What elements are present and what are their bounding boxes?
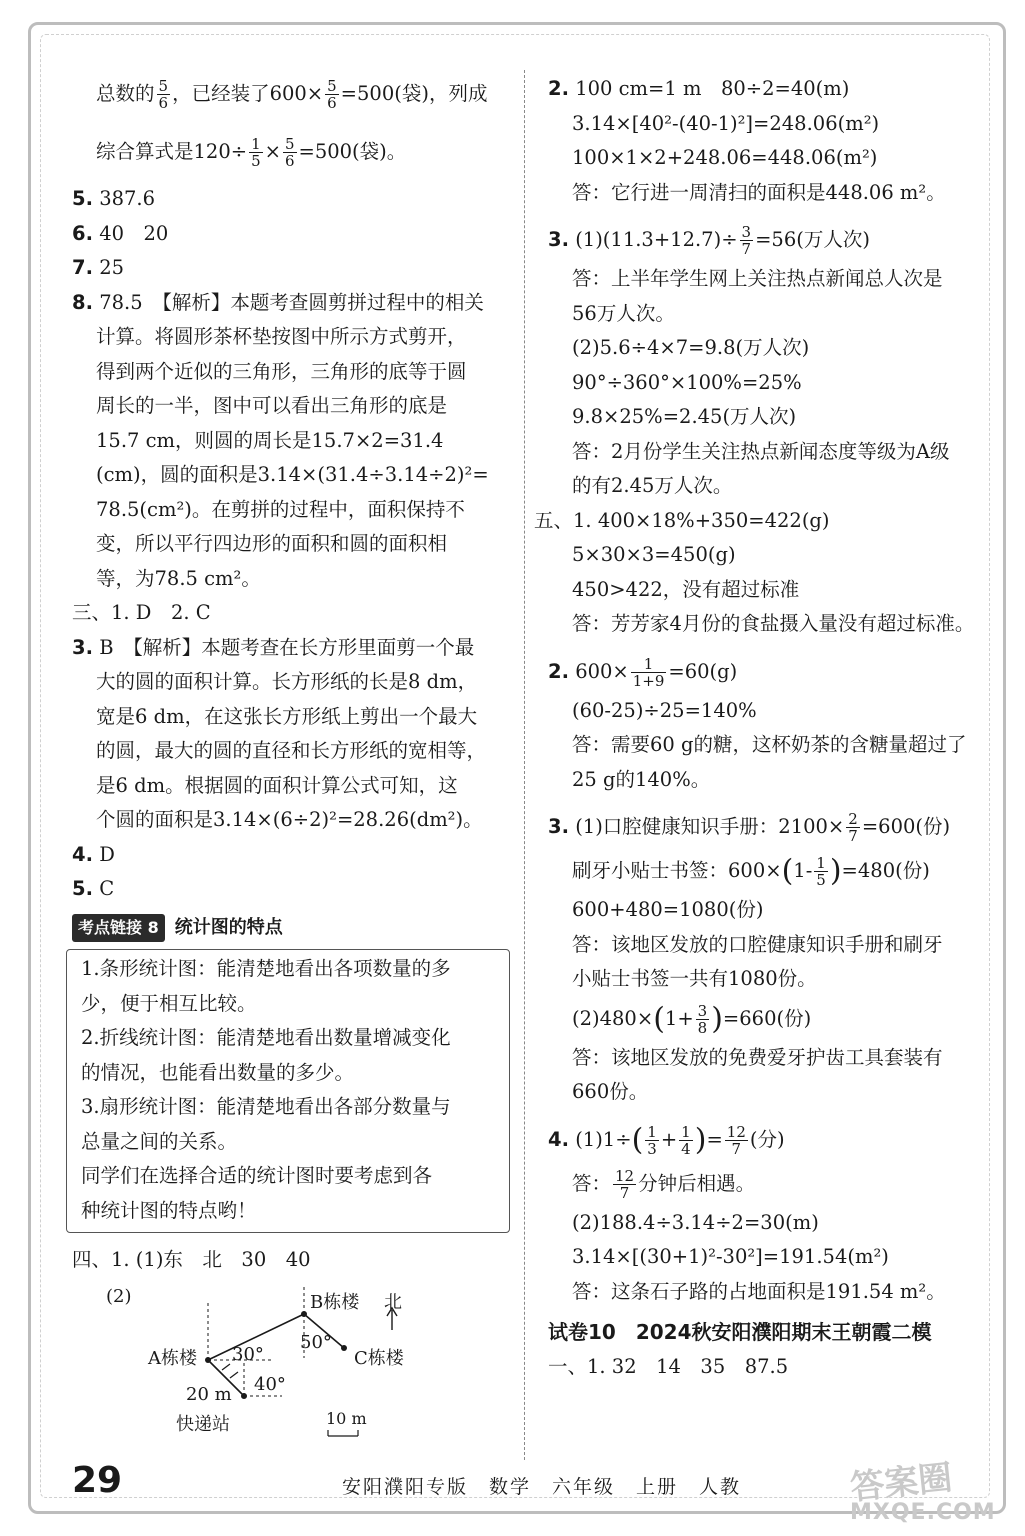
r-line: 3.14×[(30+1)²-30²]=191.54(m²) [572, 1245, 889, 1268]
distance-label: 20 m [186, 1383, 232, 1405]
page-number: 29 [72, 1460, 123, 1501]
section-3: 三、1. D 2. C [72, 601, 211, 624]
north-label: 北 [384, 1291, 402, 1313]
page-footer [72, 1460, 972, 1506]
r-line: 9.8×25%=2.45(万人次) [572, 405, 797, 428]
angle-30-label: 30° [232, 1343, 264, 1365]
answer-6: 6. 40 20 [72, 221, 169, 245]
r-line: 答：上半年学生网上关注热点新闻总人次是 [572, 267, 943, 290]
fraction: $\frac{12}{7}$ [615, 1166, 635, 1202]
r-line: 答：该地区发放的口腔健康知识手册和刷牙 [572, 932, 943, 956]
knowledge-line: 1.条形统计图：能清楚地看出各项数量的多 [81, 957, 451, 980]
r-line: 的有2.45万人次。 [572, 474, 733, 497]
fraction: $\frac{1}{3}$ [647, 1122, 657, 1158]
answer-8-line: (cm)，圆的面积是3.14×(31.4÷3.14÷2)²= [96, 463, 489, 486]
answer-8-line: 周长的一半，图中可以看出三角形的底是 [96, 394, 448, 417]
text: 总数的 [96, 82, 155, 105]
r-line: 答：需要60 g的糖，这杯奶茶的含糖量超过了 [572, 733, 967, 756]
fraction: $\frac{1}{5}$ [251, 135, 261, 170]
text: 综合算式是120÷ [96, 140, 248, 163]
answer-4: 4. D [72, 842, 115, 866]
r-line: 答：它行进一周清扫的面积是448.06 m²。 [572, 180, 946, 204]
r-line: 100×1×2+248.06=448.06(m²) [572, 146, 878, 169]
knowledge-line: 2.折线统计图：能清楚地看出数量增减变化 [81, 1026, 451, 1049]
answer-8-line: 变，所以平行四边形的面积和圆的面积相 [96, 532, 448, 555]
r-section-5: 五、1. 400×18%+350=422(g) [534, 508, 830, 532]
r-line: 答：2月份学生关注热点新闻态度等级为A级 [572, 439, 950, 463]
diagram-lines [72, 1284, 512, 1444]
fraction: $\frac{1}{5}$ [816, 854, 826, 889]
answer-3-line: 是6 dm。根据圆的面积计算公式可知，这 [96, 773, 458, 797]
left-line-2 [72, 130, 512, 174]
section-4: 四、1. (1)东 北 30 40 [72, 1248, 311, 1271]
answer-5: 5. 387.6 [72, 187, 156, 210]
direction-diagram [72, 1284, 512, 1444]
watermark-logo: 答案圈 [848, 1457, 955, 1509]
answer-5b: 5. C [72, 877, 115, 900]
knowledge-line: 总量之间的关系。 [81, 1129, 238, 1153]
r-line: 5×30×3=450(g) [572, 543, 736, 566]
r-line: 600+480=1080(份) [572, 898, 764, 921]
scale-label: 10 m [326, 1408, 367, 1428]
r-line-meet: 答： $\frac{12}{7}$ 分钟后相遇。 [572, 1166, 756, 1202]
knowledge-link-header [72, 911, 512, 946]
sub-label: (2) [106, 1285, 132, 1307]
express-station-label: 快递站 [176, 1413, 230, 1435]
column-divider [524, 70, 525, 1460]
answer-8-line: 15.7 cm，则圆的周长是15.7×2=31.4 [96, 428, 444, 452]
r-line: 小贴士书签一共有1080份。 [572, 967, 817, 990]
watermark-url: MXQE.COM [850, 1500, 996, 1525]
r-answer-p4: 4. (1)1÷( $\frac{1}{3}$ + $\frac{1}{4}$ )= $\frac{12}{7}$ (分) [548, 1122, 785, 1158]
answer-8-line: 得到两个近似的三角形，三角形的底等于圆 [96, 359, 467, 383]
answer-3-line: 的圆，最大的圆的直径和长方形纸的宽相等， [96, 739, 487, 762]
knowledge-title: 统计图的特点 [174, 916, 283, 938]
angle-40-label: 40° [254, 1373, 286, 1395]
r-last-line: 一、1. 32 14 35 87.5 [548, 1354, 789, 1378]
r-line: 56万人次。 [572, 301, 675, 325]
right-column [534, 72, 996, 1384]
knowledge-line: 少，便于相互比较。 [81, 991, 257, 1015]
building-a-label: A栋楼 [148, 1347, 197, 1369]
answer-8-line: 等，为78.5 cm²。 [96, 566, 261, 590]
answer-7: 7. 25 [72, 256, 125, 279]
fraction: $\frac{3}{8}$ [697, 1001, 708, 1037]
knowledge-line: 的情况，也能看出数量的多少。 [81, 1060, 355, 1084]
fraction: $\frac{5}{6}$ [284, 135, 295, 170]
knowledge-box [66, 949, 510, 1233]
answer-3-line: 个圆的面积是3.14×(6÷2)²=28.26(dm²)。 [96, 808, 483, 831]
r-line-bookmark: 刷牙小贴士书签：600×(1- $\frac{1}{5}$ )=480(份) [572, 853, 930, 889]
r-line: (2)5.6÷4×7=9.8(万人次) [572, 336, 810, 359]
fraction: $\frac{1}{1+9}$ [632, 654, 665, 690]
text: =500(袋)。 [298, 140, 407, 163]
r-line: 答：这条石子路的占地面积是191.54 m²。 [572, 1279, 946, 1303]
r-line-toolkit: (2)480×(1+ $\frac{3}{8}$ )=660(份) [572, 1001, 812, 1037]
r-line: 3.14×[40²-(40-1)²]=248.06(m²) [572, 111, 880, 135]
text: ，已经装了600× [172, 82, 324, 105]
r-line: 答：芳芳家4月份的食盐摄入量没有超过标准。 [572, 612, 975, 635]
angle-50-label: 50° [300, 1331, 332, 1353]
left-column [72, 72, 512, 1444]
knowledge-line: 3.扇形统计图：能清楚地看出各部分数量与 [81, 1095, 451, 1118]
building-b-label: B栋楼 [310, 1291, 360, 1313]
answer-3-line: 宽是6 dm，在这张长方形纸上剪出一个最大 [96, 704, 478, 728]
r-answer-3: 3. (1)(11.3+12.7)÷ $\frac{3}{7}$ =56(万人次) [548, 223, 870, 258]
building-c-label: C栋楼 [354, 1347, 404, 1369]
r-answer-p3: 3. (1)口腔健康知识手册：2100× $\frac{2}{7}$ =600(份) [548, 810, 951, 845]
r-answer-2: 2. 100 cm=1 m 80÷2=40(m) [548, 77, 850, 100]
fraction: $\frac{5}{6}$ [327, 77, 337, 112]
r-line: (60-25)÷25=140% [572, 698, 757, 722]
fraction: $\frac{2}{7}$ [848, 810, 858, 845]
answer-8-line: 计算。将圆形茶杯垫按图中所示方式剪开， [96, 325, 467, 348]
text: × [264, 140, 281, 163]
r-line: 450>422，没有超过标准 [572, 577, 800, 601]
knowledge-line: 种统计图的特点哟！ [81, 1198, 257, 1222]
footer-text: 安阳濮阳专版 数学 六年级 上册 人教 [342, 1476, 742, 1498]
answer-8: 8. 78.5 【解析】本题考查圆剪拼过程中的相关 [72, 290, 484, 314]
r-line: 660份。 [572, 1080, 649, 1103]
fraction: $\frac{12}{7}$ [726, 1122, 746, 1158]
r-line: (2)188.4÷3.14÷2=30(m) [572, 1210, 819, 1234]
answer-3: 3. B 【解析】本题考查在长方形里面剪一个最 [72, 635, 475, 659]
text: =500(袋)，列成 [340, 82, 488, 105]
fraction: $\frac{1}{4}$ [681, 1122, 691, 1158]
paper-heading: 试卷10 2024秋安阳濮阳期末王朝霞二模 [548, 1320, 932, 1344]
answer-8-line: 78.5(cm²)。在剪拼的过程中，面积保持不 [96, 497, 465, 521]
r-line: 25 g的140%。 [572, 767, 711, 791]
left-line-1 [72, 72, 512, 116]
answer-3-line: 大的圆的面积计算。长方形纸的长是8 dm， [96, 670, 478, 693]
fraction: $\frac{3}{7}$ [741, 223, 752, 258]
knowledge-line: 同学们在选择合适的统计图时要考虑到各 [81, 1164, 433, 1187]
r-line: 90°÷360°×100%=25% [572, 370, 802, 394]
r-answer-p2: 2. 600× $\frac{1}{1+9}$ =60(g) [548, 654, 738, 690]
knowledge-badge: 考点链接 8 [72, 914, 165, 942]
fraction: $\frac{5}{6}$ [158, 77, 169, 112]
r-line: 答：该地区发放的免费爱牙护齿工具套装有 [572, 1045, 943, 1069]
